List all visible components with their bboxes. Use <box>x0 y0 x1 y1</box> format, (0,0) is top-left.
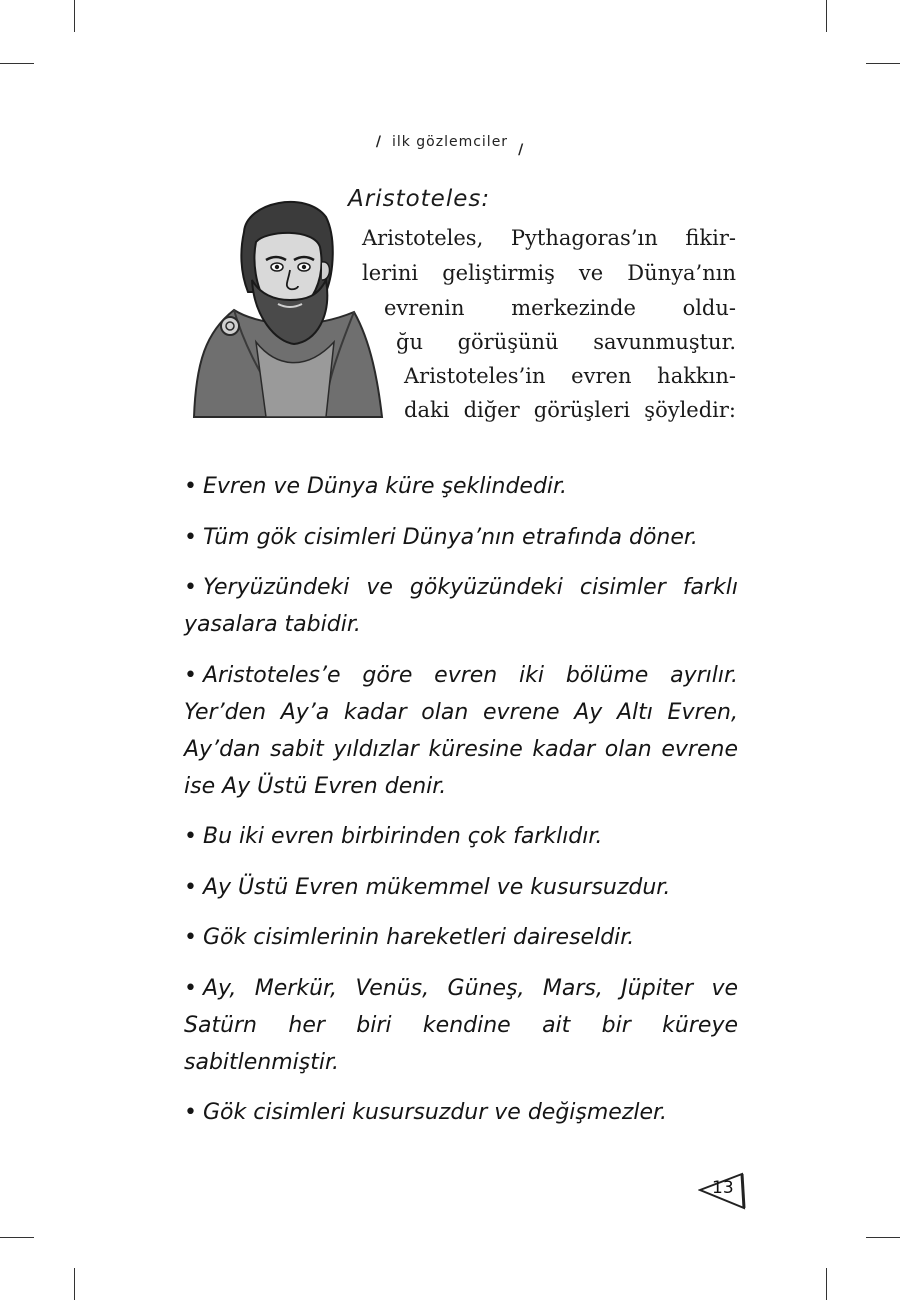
bullet-icon: • <box>184 975 197 1001</box>
list-item-text: Evren ve Dünya küre şeklindedir. <box>202 474 568 499</box>
page-number: 13 <box>712 1178 734 1198</box>
intro-line: Aristoteles’in evren hakkın- <box>404 364 736 388</box>
list-item-text: Ay Üstü Evren mükemmel ve kusursuzdur. <box>202 874 671 900</box>
crop-mark-left-bottom <box>0 1237 34 1238</box>
slash-decoration: / <box>375 134 382 150</box>
list-item-text: Tüm gök cisimleri Dünya’nın etrafında döner. <box>202 524 698 550</box>
list-item <box>184 569 738 643</box>
bullet-icon: • <box>184 925 197 950</box>
list-item <box>184 1094 738 1131</box>
running-title: ilk gözlemciler <box>391 134 509 150</box>
list-item-text: Gök cisimlerinin hareketleri daireseldir. <box>202 925 635 950</box>
list-item-text: Yeryüzündeki ve gökyüzündeki cisimler farklı yasalara tabidir. <box>184 575 738 637</box>
list-item-text: Gök cisimleri kusursuzdur ve değişmezler. <box>202 1100 668 1125</box>
bullet-icon: • <box>184 1100 197 1125</box>
list-item <box>184 970 738 1081</box>
slash-decoration: / <box>518 142 525 158</box>
bullet-icon: • <box>184 824 197 849</box>
crop-mark-top-left <box>74 0 75 32</box>
intro-line: daki diğer görüşleri şöyledir: <box>404 398 736 422</box>
crop-mark-left-top <box>0 63 34 64</box>
aristotle-portrait-icon <box>186 192 386 422</box>
intro-line: Aristoteles, Pythagoras’ın fikir- <box>362 226 736 250</box>
crop-mark-bottom-right <box>826 1268 827 1300</box>
list-item <box>184 468 738 505</box>
list-item-text: Aristoteles’e göre evren iki bölüme ayrılır. Yer’den Ay’a kadar olan evrene Ay Altı Evren, Ay’dan sabit yıldızlar küresine kadar olan evrene ise Ay Üstü Evren denir. <box>184 662 738 799</box>
list-item <box>184 818 738 855</box>
intro-line: evrenin merkezinde oldu- <box>384 296 736 320</box>
list-item-text: Ay, Merkür, Venüs, Güneş, Mars, Jüpiter ve Satürn her biri kendine ait bir küreye sabitlenmiştir. <box>184 975 738 1075</box>
page-number-badge <box>698 1168 746 1212</box>
bullet-icon: • <box>184 874 197 900</box>
list-item <box>184 869 738 906</box>
intro-line: ğu görüşünü savunmuştur. <box>396 330 736 354</box>
crop-mark-bottom-left <box>74 1268 75 1300</box>
list-item <box>184 919 738 956</box>
crop-mark-right-top <box>866 63 900 64</box>
bullet-icon: • <box>184 524 197 550</box>
bullet-icon: • <box>184 575 197 600</box>
list-item <box>184 519 738 556</box>
bullet-icon: • <box>184 474 197 499</box>
bullet-icon: • <box>184 662 197 688</box>
intro-line: lerini geliştirmiş ve Dünya’nın <box>362 261 736 285</box>
running-head <box>0 134 900 158</box>
section-heading: Aristoteles: <box>348 186 491 212</box>
bullet-list <box>184 468 738 1145</box>
crop-mark-top-right <box>826 0 827 32</box>
list-item <box>184 657 738 805</box>
list-item-text: Bu iki evren birbirinden çok farklıdır. <box>202 824 603 849</box>
crop-mark-right-bottom <box>866 1237 900 1238</box>
